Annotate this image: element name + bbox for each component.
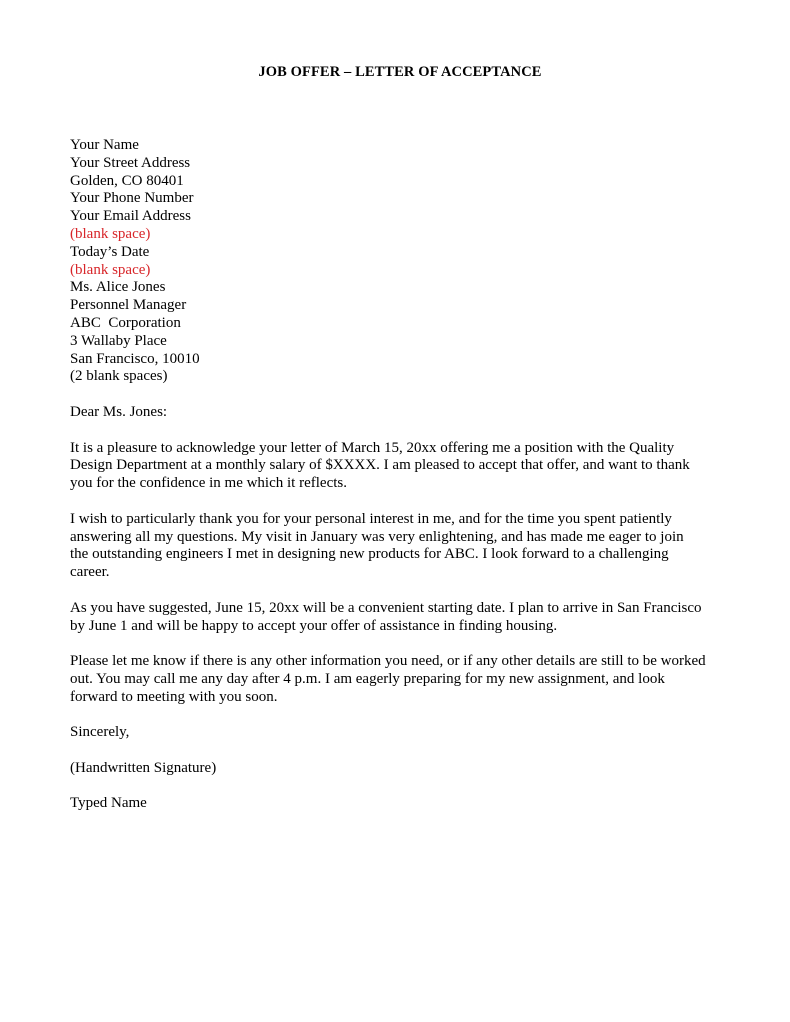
- sender-name: Your Name: [70, 137, 139, 153]
- paragraph-line: you for the confidence in me which it reflects.: [70, 475, 347, 492]
- paragraph-line: Design Department at a monthly salary of $XXXX. I am pleased to accept that offer, and want to thank: [70, 457, 690, 474]
- spacer: [70, 742, 740, 760]
- letter-body: [70, 137, 740, 813]
- paragraph-line: the outstanding engineers I met in designing new products for ABC. I look forward to a challenging: [70, 546, 669, 563]
- blank-space-note: (blank space): [70, 225, 151, 242]
- paragraph-2: [70, 511, 740, 582]
- paragraph-line: out. You may call me any day after 4 p.m. I am eagerly preparing for my new assignment, and look: [70, 670, 665, 687]
- sender-email: Your Email Address: [70, 208, 191, 225]
- spacer: [70, 778, 740, 796]
- recipient-name: Ms. Alice Jones: [70, 279, 166, 296]
- paragraph-line: As you have suggested, June 15, 20xx will be a convenient starting date. I plan to arrive in San Francisco: [70, 599, 702, 616]
- paragraph-4: [70, 653, 740, 706]
- signature-placeholder: (Handwritten Signature): [70, 759, 217, 776]
- spacer: [70, 422, 740, 440]
- document-title: JOB OFFER – LETTER OF ACCEPTANCE: [258, 64, 542, 80]
- paragraph-line: answering all my questions. My visit in January was very enlightening, and has made me eager to join: [70, 528, 684, 545]
- recipient-street: 3 Wallaby Place: [70, 332, 167, 349]
- paragraph-3: [70, 600, 740, 636]
- spacer: [70, 493, 740, 511]
- spacer: [70, 582, 740, 600]
- typed-name: Typed Name: [70, 795, 147, 812]
- sender-address-block: [70, 137, 740, 226]
- paragraph-1: [70, 440, 740, 493]
- sender-city-state-zip: Golden, CO 80401: [70, 172, 184, 189]
- sender-street: Your Street Address: [70, 154, 191, 171]
- recipient-title: Personnel Manager: [70, 297, 187, 314]
- paragraph-line: by June 1 and will be happy to accept your offer of assistance in finding housing.: [70, 617, 558, 634]
- recipient-company: ABC Corporation: [70, 314, 181, 331]
- salutation: Dear Ms. Jones:: [70, 403, 168, 420]
- paragraph-line: It is a pleasure to acknowledge your letter of March 15, 20xx offering me a position with the Quality: [70, 439, 675, 456]
- sender-phone: Your Phone Number: [70, 190, 194, 207]
- two-blank-spaces-note: (2 blank spaces): [70, 368, 168, 385]
- recipient-address-block: [70, 279, 740, 368]
- letter-date: Today’s Date: [70, 243, 150, 260]
- paragraph-line: Please let me know if there is any other information you need, or if any other details are still to be worked: [70, 653, 706, 670]
- recipient-city-zip: San Francisco, 10010: [70, 350, 200, 367]
- spacer: [70, 635, 740, 653]
- paragraph-line: career.: [70, 564, 110, 581]
- closing: Sincerely,: [70, 724, 130, 741]
- paragraph-line: I wish to particularly thank you for your personal interest in me, and for the time you spent patiently: [70, 510, 672, 527]
- spacer: [70, 707, 740, 725]
- blank-space-note: (blank space): [70, 261, 151, 278]
- paragraph-line: forward to meeting with you soon.: [70, 688, 278, 705]
- spacer: [70, 386, 740, 404]
